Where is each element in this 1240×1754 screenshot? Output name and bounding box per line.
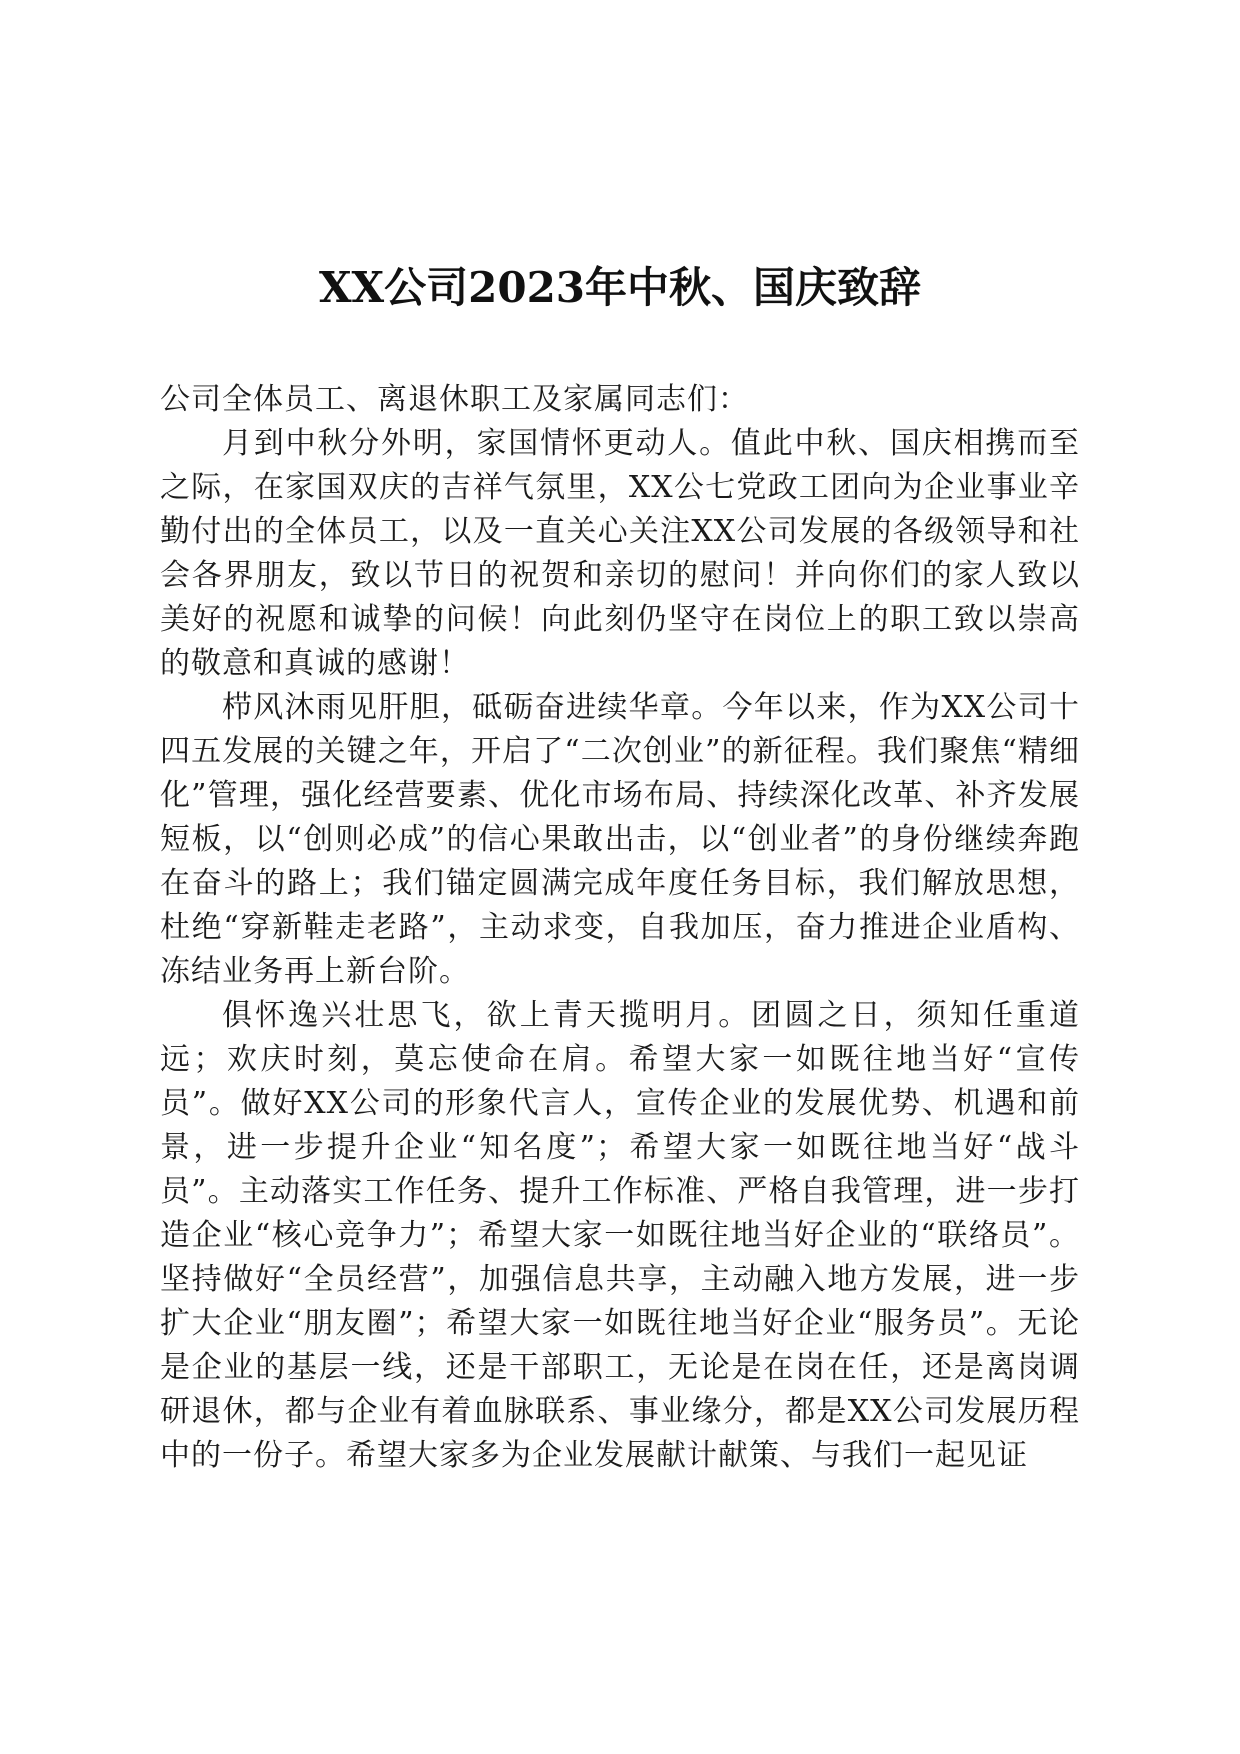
- document-title: XX公司2023年中秋、国庆致辞: [318, 263, 922, 312]
- paragraph-2: 栉风沐雨见肝胆，砥砺奋进续华章。今年以来，作为XX公司十四五发展的关键之年，开启了“二次创业”的新征程。我们聚焦“精细化”管理，强化经营要素、优化市场布局、持续深化改革、补齐发展短板，以“创则必成”的信心果敢出击，以“创业者”的身份继续奔跑在奋斗的路上；我们锚定圆满完成年度任务目标，我们解放思想，杜绝“穿新鞋走老路”，主动求变，自我加压，奋力推进企业盾构、冻结业务再上新台阶。: [160, 690, 1080, 989]
- paragraph-1: 月到中秋分外明，家国情怀更动人。值此中秋、国庆相携而至之际，在家国双庆的吉祥气氛里，XX公七党政工团向为企业事业辛勤付出的全体员工，以及一直关心关注XX公司发展的各级领导和社会各界朋友，致以节日的祝贺和亲切的慰问！并向你们的家人致以美好的祝愿和诚挚的问候！向此刻仍坚守在岗位上的职工致以崇高的敬意和真诚的感谢！: [160, 426, 1080, 681]
- document-body: [160, 378, 1080, 1478]
- salutation: 公司全体员工、离退休职工及家属同志们：: [160, 382, 749, 417]
- paragraph-3: 俱怀逸兴壮思飞，欲上青天揽明月。团圆之日，须知任重道远；欢庆时刻，莫忘使命在肩。希望大家一如既往地当好“宣传员”。做好XX公司的形象代言人，宣传企业的发展优势、机遇和前景，进一步提升企业“知名度”；希望大家一如既往地当好“战斗员”。主动落实工作任务、提升工作标准、严格自我管理，进一步打造企业“核心竞争力”；希望大家一如既往地当好企业的“联络员”。坚持做好“全员经营”，加强信息共享，主动融入地方发展，进一步扩大企业“朋友圈”；希望大家一如既往地当好企业“服务员”。无论是企业的基层一线，还是干部职工，无论是在岗在任，还是离岗调研退休，都与企业有着血脉联系、事业缘分，都是XX公司发展历程中的一份子。希望大家多为企业发展献计献策、与我们一起见证: [160, 998, 1080, 1473]
